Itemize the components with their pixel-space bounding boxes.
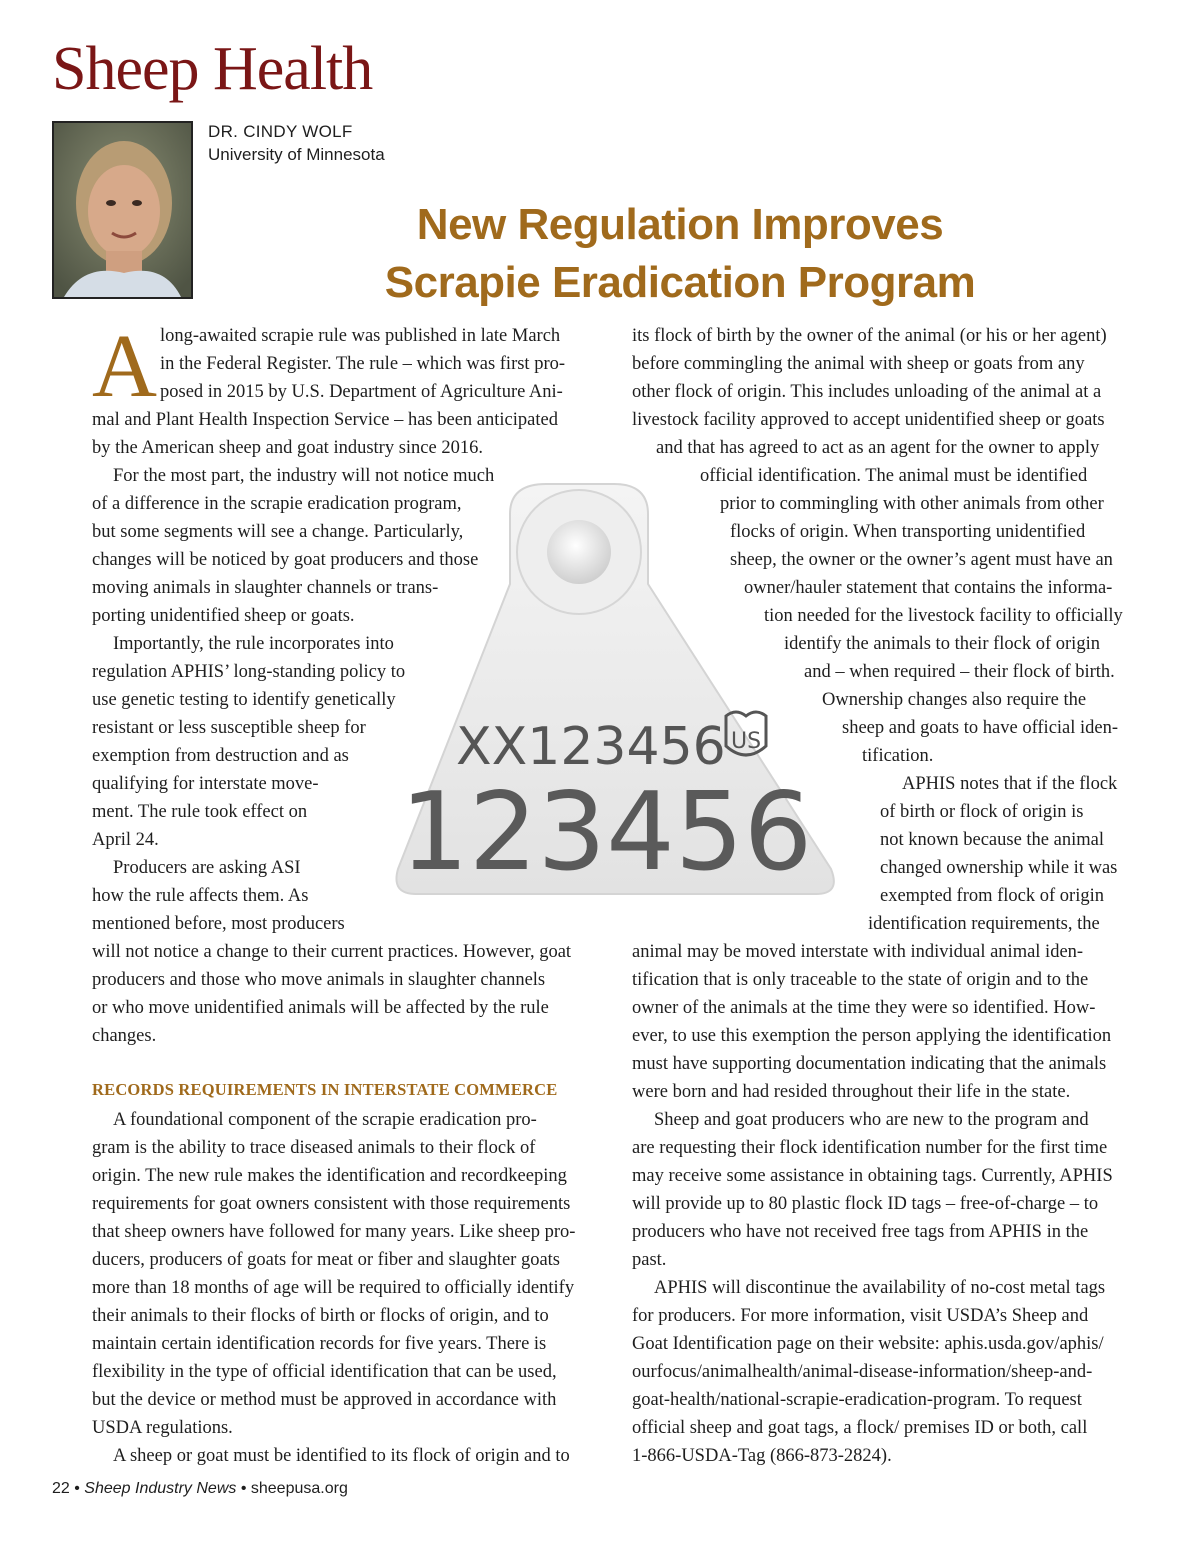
text-line: changed ownership while it was [880,858,1118,878]
author-institution: University of Minnesota [208,145,385,164]
tag-line-2: 123456 [400,770,813,895]
text-line: owner of the animals at the time they were so identified. How- [632,998,1096,1018]
text-line: Ownership changes also require the [822,690,1087,710]
text-line: how the rule affects them. As [92,886,309,906]
publication-name: Sheep Industry News [84,1480,237,1497]
text-line: or who move unidentified animals will be affected by the rule [92,998,549,1018]
text-line: their animals to their flocks of birth or flocks of origin, and to [92,1306,549,1326]
text-line: April 24. [92,830,159,850]
text-line: Producers are asking ASI [113,858,301,878]
text-line: A foundational component of the scrapie eradication pro- [113,1110,537,1130]
text-line: will provide up to 80 plastic flock ID tags – free-of-charge – to [632,1194,1099,1214]
page-footer: 22 • Sheep Industry News • sheepusa.org [52,1480,348,1497]
text-line: may receive some assistance in obtaining tags. Currently, APHIS [632,1166,1113,1186]
text-line: ourfocus/animalhealth/animal-disease-information/sheep-and- [632,1362,1093,1382]
text-line: origin. The new rule makes the identification and recordkeeping [92,1166,567,1186]
text-line: resistant or less susceptible sheep for [92,718,366,738]
text-line: moving animals in slaughter channels or trans- [92,578,439,598]
text-line: by the American sheep and goat industry since 2016. [92,438,483,458]
text-line: and – when required – their flock of birth. [804,662,1115,682]
text-line: Sheep and goat producers who are new to the program and [654,1110,1089,1130]
text-line: ever, to use this exemption the person applying the identification [632,1026,1112,1046]
text-line: but some segments will see a change. Particularly, [92,522,464,542]
text-line: 1-866-USDA-Tag (866-873-2824). [632,1446,892,1466]
author-photo [52,121,193,299]
text-line: will not notice a change to their current practices. However, goat [92,942,572,962]
text-line: official sheep and goat tags, a flock/ premises ID or both, call [632,1418,1088,1438]
text-line: are requesting their flock identification number for the first time [632,1138,1108,1158]
text-line: changes will be noticed by goat producers and those [92,550,479,570]
text-line: porting unidentified sheep or goats. [92,606,355,626]
headline-line-1: New Regulation Improves [416,200,944,249]
text-line: sheep and goats to have official iden- [842,718,1119,738]
text-line: sheep, the owner or the owner’s agent must have an [730,550,1113,570]
text-line: APHIS will discontinue the availability of no-cost metal tags [654,1278,1106,1298]
text-line: not known because the animal [880,830,1104,850]
text-line: ducers, producers of goats for meat or fiber and slaughter goats [92,1250,560,1270]
text-line: were born and had resided throughout their life in the state. [632,1082,1071,1102]
text-line: producers who have not received free tags from APHIS in the [632,1222,1089,1242]
text-line: exemption from destruction and as [92,746,349,766]
text-line: For the most part, the industry will not notice much [113,466,495,486]
text-line: identify the animals to their flock of origin [784,634,1100,654]
text-line: tification. [862,746,934,766]
text-line: past. [632,1250,667,1270]
text-line: for producers. For more information, visit USDA’s Sheep and [632,1306,1089,1326]
text-line: USDA regulations. [92,1418,233,1438]
text-line: prior to commingling with other animals from other [720,494,1104,514]
text-line: posed in 2015 by U.S. Department of Agriculture Ani- [160,382,563,402]
text-line: maintain certain identification records for five years. There is [92,1334,547,1354]
text-line: A sheep or goat must be identified to its flock of origin and to [113,1446,570,1466]
text-line: owner/hauler statement that contains the informa- [744,578,1113,598]
tag-line-1: XX123456 [456,717,726,777]
text-line: and that has agreed to act as an agent for the owner to apply [656,438,1100,458]
text-line: of a difference in the scrapie eradication program, [92,494,462,514]
text-line: gram is the ability to trace diseased animals to their flock of [92,1138,536,1158]
text-line: changes. [92,1026,157,1046]
section-title: Sheep Health [52,35,373,103]
text-line: identification requirements, the [868,914,1100,934]
website: sheepusa.org [250,1480,348,1497]
text-line: must have supporting documentation indicating that the animals [632,1054,1107,1074]
section-subheading: RECORDS REQUIREMENTS IN INTERSTATE COMMERCE [92,1080,558,1099]
tag-badge: US [731,729,762,754]
text-line: Importantly, the rule incorporates into [113,634,394,654]
headline-line-2: Scrapie Eradication Program [384,258,976,307]
text-line: qualifying for interstate move- [92,774,319,794]
text-line: Goat Identification page on their website: aphis.usda.gov/aphis/ [632,1334,1104,1354]
text-line: before commingling the animal with sheep or goats from any [632,354,1085,374]
text-line: exempted from flock of origin [880,886,1104,906]
author-name: DR. CINDY WOLF [208,122,353,141]
drop-cap: A [92,317,157,416]
text-line: use genetic testing to identify genetically [92,690,396,710]
text-line: producers and those who move animals in slaughter channels [92,970,546,990]
text-line: mal and Plant Health Inspection Service – has been anticipated [92,410,558,430]
text-line: tification that is only traceable to the state of origin and to the [632,970,1089,990]
text-line: more than 18 months of age will be required to officially identify [92,1278,575,1298]
text-line: mentioned before, most producers [92,914,345,934]
text-line: animal may be moved interstate with individual animal iden- [632,942,1084,962]
text-line: requirements for goat owners consistent with those requirements [92,1194,571,1214]
text-line: but the device or method must be approved in accordance with [92,1390,557,1410]
text-line: livestock facility approved to accept unidentified sheep or goats [632,410,1105,430]
text-line: regulation APHIS’ long-standing policy to [92,662,406,682]
text-line: its flock of birth by the owner of the animal (or his or her agent) [632,326,1107,346]
text-line: ment. The rule took effect on [92,802,308,822]
text-line: of birth or flock of origin is [880,802,1084,822]
text-line: flocks of origin. When transporting unidentified [730,522,1086,542]
text-line: long-awaited scrapie rule was published in late March [160,326,561,346]
text-line: other flock of origin. This includes unloading of the animal at a [632,382,1102,402]
text-line: official identification. The animal must be identified [700,466,1088,486]
headline [300,196,1060,312]
text-line: APHIS notes that if the flock [902,774,1118,794]
text-line: tion needed for the livestock facility to officially [764,606,1123,626]
text-line: that sheep owners have followed for many years. Like sheep pro- [92,1222,576,1242]
text-line: flexibility in the type of official identification that can be used, [92,1362,557,1382]
text-line: in the Federal Register. The rule – which was first pro- [160,354,566,374]
text-line: goat-health/national-scrapie-eradication-program. To request [632,1390,1082,1410]
page-number: 22 [52,1480,70,1497]
